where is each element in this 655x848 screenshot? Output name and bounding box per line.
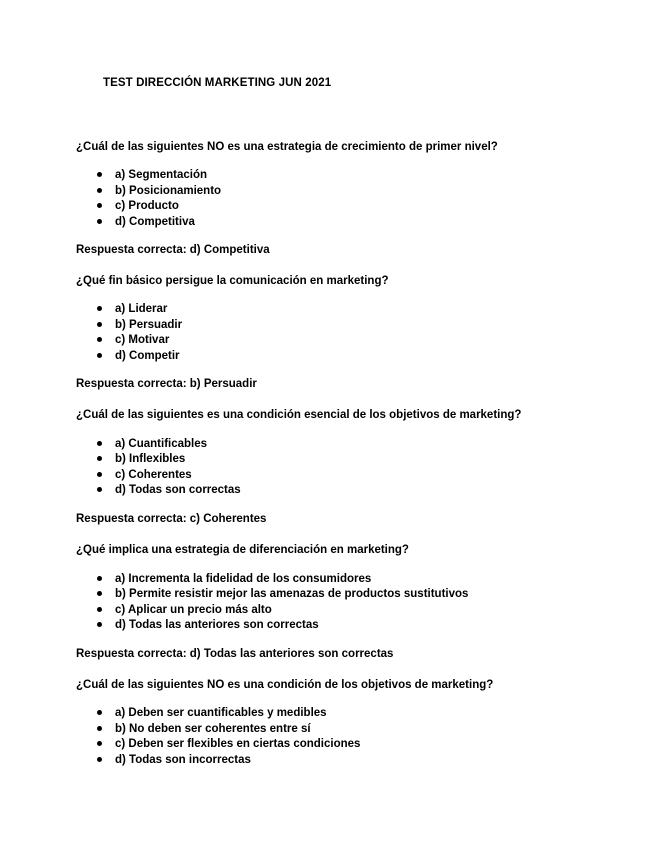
question-text: ¿Cuál de las siguientes es una condición esencial de los objetivos de marketing? bbox=[76, 409, 522, 421]
bullet-icon bbox=[97, 456, 102, 461]
bullet-icon bbox=[97, 188, 102, 193]
question-text: ¿Cuál de las siguientes NO es una condición de los objetivos de marketing? bbox=[76, 679, 494, 691]
option-item: c) Deben ser flexibles en ciertas condiciones bbox=[115, 738, 361, 750]
bullet-icon bbox=[97, 172, 102, 177]
option-item: d) Competir bbox=[115, 350, 180, 362]
answer-text: Respuesta correcta: b) Persuadir bbox=[76, 378, 257, 390]
option-item: c) Motivar bbox=[115, 334, 170, 346]
option-item: c) Coherentes bbox=[115, 469, 192, 481]
bullet-icon bbox=[97, 622, 102, 627]
bullet-icon bbox=[97, 726, 102, 731]
option-item: b) Permite resistir mejor las amenazas de productos sustitutivos bbox=[115, 588, 469, 600]
bullet-icon bbox=[97, 306, 102, 311]
option-item: a) Deben ser cuantificables y medibles bbox=[115, 707, 327, 719]
bullet-icon bbox=[97, 219, 102, 224]
option-item: d) Competitiva bbox=[115, 216, 195, 228]
question-text: ¿Cuál de las siguientes NO es una estrategia de crecimiento de primer nivel? bbox=[76, 141, 498, 153]
option-item: a) Cuantificables bbox=[115, 438, 208, 450]
bullet-icon bbox=[97, 741, 102, 746]
bullet-icon bbox=[97, 576, 102, 581]
document-title: TEST DIRECCIÓN MARKETING JUN 2021 bbox=[103, 77, 332, 89]
bullet-icon bbox=[97, 337, 102, 342]
question-text: ¿Qué fin básico persigue la comunicación en marketing? bbox=[76, 275, 389, 287]
bullet-icon bbox=[97, 353, 102, 358]
bullet-icon bbox=[97, 487, 102, 492]
bullet-icon bbox=[97, 710, 102, 715]
bullet-icon bbox=[97, 322, 102, 327]
option-item: d) Todas son correctas bbox=[115, 484, 241, 496]
option-item: b) Posicionamiento bbox=[115, 185, 222, 197]
option-item: c) Producto bbox=[115, 200, 179, 212]
bullet-icon bbox=[97, 591, 102, 596]
bullet-icon bbox=[97, 757, 102, 762]
option-item: c) Aplicar un precio más alto bbox=[115, 604, 272, 616]
bullet-icon bbox=[97, 607, 102, 612]
option-item: a) Segmentación bbox=[115, 169, 208, 181]
answer-text: Respuesta correcta: d) Competitiva bbox=[76, 244, 270, 256]
answer-text: Respuesta correcta: c) Coherentes bbox=[76, 513, 267, 525]
option-item: a) Liderar bbox=[115, 303, 168, 315]
option-item: b) No deben ser coherentes entre sí bbox=[115, 723, 311, 735]
option-item: b) Inflexibles bbox=[115, 453, 186, 465]
bullet-icon bbox=[97, 472, 102, 477]
option-item: d) Todas las anteriores son correctas bbox=[115, 619, 319, 631]
option-item: d) Todas son incorrectas bbox=[115, 754, 251, 766]
bullet-icon bbox=[97, 441, 102, 446]
option-item: b) Persuadir bbox=[115, 319, 183, 331]
bullet-icon bbox=[97, 203, 102, 208]
option-item: a) Incrementa la fidelidad de los consumidores bbox=[115, 573, 372, 585]
question-text: ¿Qué implica una estrategia de diferenciación en marketing? bbox=[76, 544, 409, 556]
answer-text: Respuesta correcta: d) Todas las anteriores son correctas bbox=[76, 648, 394, 660]
